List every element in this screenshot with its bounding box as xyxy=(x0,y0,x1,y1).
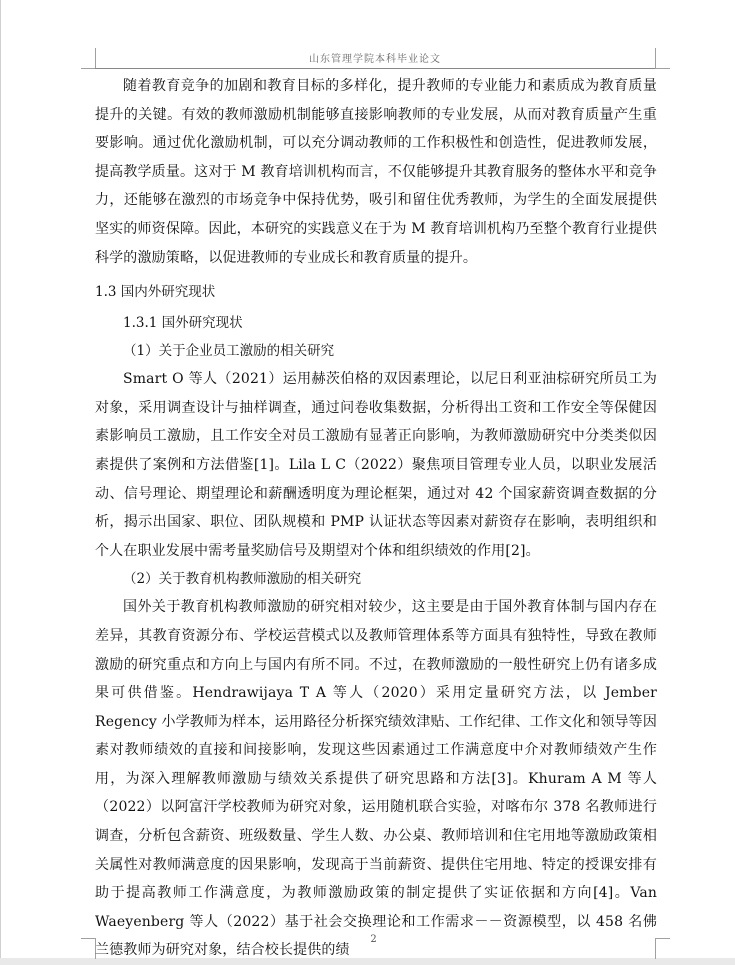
section-heading-1-3: 1.3 国内外研究现状 xyxy=(95,284,216,301)
subsection-heading-1-3-1: 1.3.1 国外研究现状 xyxy=(123,315,243,332)
crop-mark-top-left xyxy=(81,48,96,69)
page-number: 2 xyxy=(370,934,377,945)
page-header: 山东管理学院本科毕业论文 xyxy=(95,50,655,69)
topic-heading-employee-incentive: （1）关于企业员工激励的相关研究 xyxy=(123,343,335,360)
paragraph-teacher-incentive: 国外关于教育机构教师激励的研究相对较少，这主要是由于国外教育体制与国内存在差异，其教育资源分布、学校运营模式以及教师管理体系等方面具有独特性，导致在教师激励的研究重点和方向上与国内有所不同。不过，在教师激励的一般性研究上仍有诸多成果可供借鉴。Hendrawijaya T A 等人（2020）采用定量研究方法，以 Jember Regency 小学教师为样本，运用路径分析探究绩效津贴、工作纪律、工作文化和领导等因素对教师绩效的直接和间接影响，发现这些因素通过工作满意度中介对教师绩效产生作用，为深入理解教师激励与绩效关系提供了研究思路和方法[3]。Khuram A M 等人（2022）以阿富汗学校教师为研究对象，运用随机联合实验，对喀布尔 378 名教师进行调查，分析包含薪资、班级数量、学生人数、办公桌、教师培训和住宅用地等激励政策相关属性对教师满意度的因果影响，发现高于当前薪资、提供住宅用地、特定的授课安排有助于提高教师工作满意度，为教师激励政策的制定提供了实证依据和方向[4]。Van Waeyenberg 等人（2022）基于社会交换理论和工作需求－－资源模型，以 458 名佛兰德教师为研究对象，结合校长提供的绩 xyxy=(95,599,657,959)
crop-mark-top-right xyxy=(655,48,670,69)
page-body xyxy=(95,72,657,965)
paragraph-employee-incentive: Smart O 等人（2021）运用赫茨伯格的双因素理论，以尼日利亚油棕研究所员工为对象，采用调查设计与抽样调查，通过问卷收集数据，分析得出工资和工作安全等保健因素影响员工激励，且工作安全对员工激励有显著正向影响，为教师激励研究中分类类似因素提供了案例和方法借鉴[1]。Lila L C（2022）聚焦项目管理专业人员，以职业发展活动、信号理论、期望理论和薪酬透明度为理论框架，通过对 42 个国家薪资调查数据的分析，揭示出国家、职位、团队规模和 PMP 认证状态等因素对薪资存在影响，表明组织和个人在职业发展中需考量奖励信号及期望对个体和组织绩效的作用[2]。 xyxy=(95,371,657,559)
paragraph-practical-significance: 随着教育竞争的加剧和教育目标的多样化，提升教师的专业能力和素质成为教育质量提升的关键。有效的教师激励机制能够直接影响教师的专业发展，从而对教育质量产生重要影响。通过优化激励机制，可以充分调动教师的工作积极性和创造性，促进教师发展，提高教学质量。这对于 M 教育培训机构而言，不仅能够提升其教育服务的整体水平和竞争力，还能够在激烈的市场竞争中保持优势，吸引和留住优秀教师，为学生的全面发展提供坚实的师资保障。因此，本研究的实践意义在于为 M 教育培训机构乃至整个教育行业提供科学的激励策略，以促进教师的专业成长和教育质量的提升。 xyxy=(95,78,657,266)
topic-heading-teacher-incentive: （2）关于教育机构教师激励的相关研究 xyxy=(123,571,362,588)
